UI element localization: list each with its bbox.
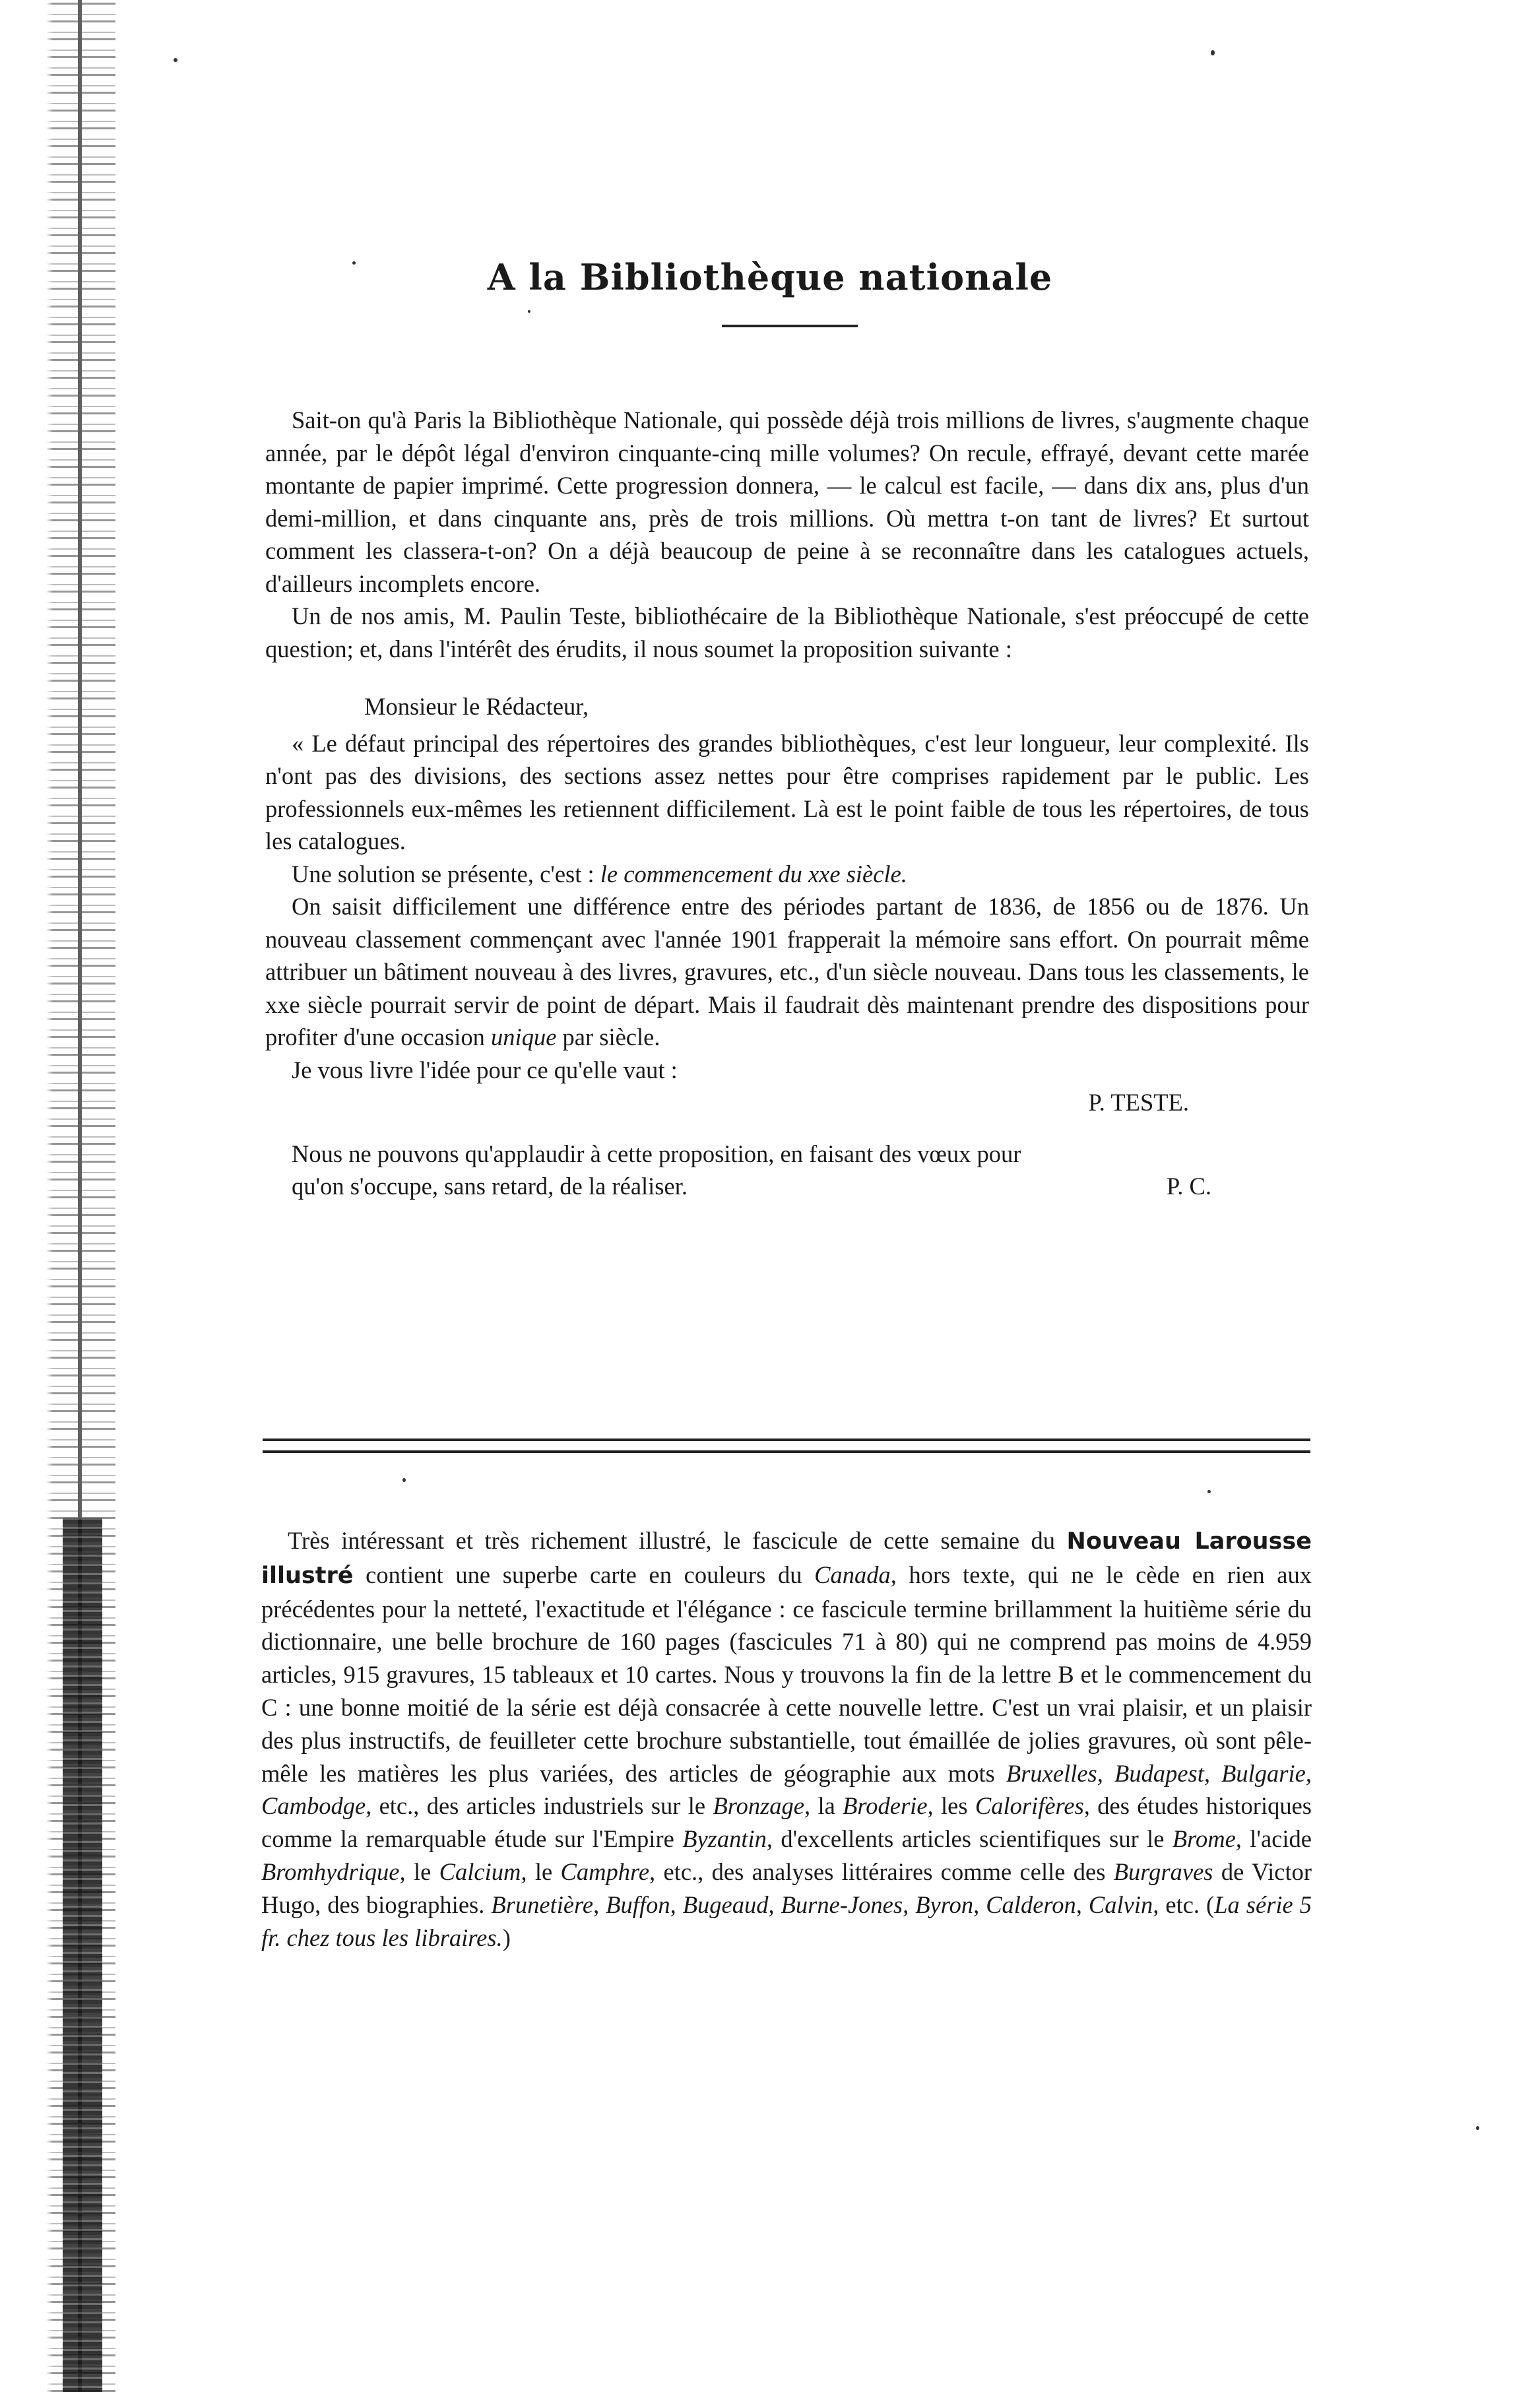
scan-speck xyxy=(1476,2126,1479,2130)
quote-paragraph xyxy=(265,890,1309,1054)
italic-run: unique xyxy=(491,1023,557,1051)
text-run: Une solution se présente, c'est : xyxy=(292,860,600,888)
italic-run: le commencement du xxe siècle. xyxy=(600,860,907,888)
title-rule xyxy=(722,325,858,327)
advertisement-block xyxy=(261,1524,1312,1954)
text-run: le xyxy=(405,1858,439,1885)
closing-signature: P. C. xyxy=(1167,1173,1211,1200)
scan-speck xyxy=(1211,50,1215,55)
italic-run: Bruxelles, Budapest, Bulgarie, Cambodge, xyxy=(261,1759,1312,1820)
italic-run: Bromhydrique, xyxy=(261,1858,406,1885)
italic-run: Byzantin, xyxy=(682,1825,773,1853)
text-run: qu'on s'occupe, sans retard, de la réaliser. xyxy=(292,1173,688,1200)
article-title: A la Bibliothèque nationale xyxy=(487,256,1053,299)
quote-paragraph: Je vous livre l'idée pour ce qu'elle vaut : xyxy=(292,1056,678,1083)
italic-run: Burgraves xyxy=(1113,1858,1213,1885)
paragraph: Un de nos amis, M. Paulin Teste, bibliothécaire de la Bibliothèque Nationale, s'est préoccupé de cette question; et, dans l'intérêt des érudits, il nous soumet la proposition suivante : xyxy=(265,602,1309,663)
section-divider xyxy=(263,1438,1310,1453)
italic-run: La série 5 fr. chez tous les libraires. xyxy=(261,1891,1312,1951)
text-run: etc. ( xyxy=(1159,1891,1215,1918)
text-run: On saisit difficilement une différence entre des périodes partant de 1836, de 1856 ou de 1876. Un nouveau classement commençant avec l'année 1901 frapperait la mémoire sans effort. On pourrait même attribuer un bâtiment nouveau à des livres, gravures, etc., d'un siècle nouveau. Dans tous les classements, le xxe siècle pourrait servir de point de départ. Mais il faudrait dès maintenant prendre des dispositions pour profiter d'une occasion xyxy=(265,893,1309,1051)
italic-run: Camphre, xyxy=(560,1858,656,1885)
italic-run: Calcium, xyxy=(439,1858,527,1885)
ad-paragraph xyxy=(261,1524,1312,1954)
text-run: contient une superbe carte en couleurs du xyxy=(353,1561,815,1588)
text-run: la xyxy=(810,1792,843,1820)
article-body xyxy=(265,404,1309,1203)
scan-speck xyxy=(1207,1490,1211,1493)
scan-speck xyxy=(402,1478,406,1482)
text-run: par siècle. xyxy=(556,1023,660,1051)
italic-run: Calorifères, xyxy=(975,1792,1090,1820)
quote-paragraph xyxy=(265,858,1309,891)
closing-paragraph xyxy=(265,1138,1309,1171)
brand-name: Nouveau Larousse illustré xyxy=(261,1528,1312,1589)
text-run: des études historiques comme la remarquable étude sur l'Empire xyxy=(261,1792,1312,1853)
text-run: le xyxy=(527,1858,561,1885)
text-run: ) xyxy=(502,1923,511,1951)
scan-speck xyxy=(174,58,177,62)
text-run: etc., des analyses littéraires comme celle des xyxy=(655,1858,1114,1885)
salutation: Monsieur le Rédacteur, xyxy=(364,693,589,720)
text-run: Très intéressant et très richement illustré, le fascicule de cette semaine du xyxy=(288,1527,1067,1554)
scan-speck xyxy=(528,310,530,313)
paragraph: Sait-on qu'à Paris la Bibliothèque Nationale, qui possède déjà trois millions de livres, s'augmente chaque année, par le dépôt légal d'environ cinquante-cinq mille volumes? On recule, effrayé, devant cette marée montante de papier imprimé. Cette progression donnera, — le calcul est facile, — dans dix ans, plus d'un demi-million, et dans cinquante ans, près de trois millions. Où mettra t-on tant de livres? Et surtout comment les classera-t-on? On a déjà beaucoup de peine à se reconnaître dans les catalogues actuels, d'ailleurs incomplets encore. xyxy=(265,406,1309,597)
text-run: de Victor Hugo, des biographies. xyxy=(261,1858,1312,1918)
signature: P. TESTE. xyxy=(1088,1089,1189,1116)
closing-line xyxy=(265,1170,1309,1203)
italic-run: Brome, xyxy=(1172,1825,1242,1853)
text-run: d'excellents articles scientifiques sur le xyxy=(773,1825,1172,1853)
text-run: Nous ne pouvons qu'applaudir à cette proposition, en faisant des vœux pour xyxy=(292,1140,1021,1167)
quote-paragraph: « Le défaut principal des répertoires des grandes bibliothèques, c'est leur longueur, leur complexité. Ils n'ont pas des divisions, des sections assez nettes pour être comprises rapidement par le public. Les professionnels eux-mêmes les retiennent difficilement. Là est le point faible de tous les répertoires, de tous les catalogues. xyxy=(265,729,1309,855)
text-run: l'acide xyxy=(1241,1825,1312,1853)
italic-run: Broderie, xyxy=(843,1792,934,1820)
text-run: hors texte, qui ne le cède en rien aux précédentes pour la netteté, l'exactitude et l'élégance : ce fascicule termine brillamment la huitième série du dictionnaire, une belle brochure de 160 pages (fascicules 71 à 80) qui ne comprend pas moins de 4.959 articles, 915 gravures, 15 tableaux et 10 cartes. Nous y trouvons la fin de la lettre B et le commencement du C : une bonne moitié de la série est déjà consacrée à cette nouvelle lettre. C'est un vrai plaisir, et un plaisir des plus instructifs, de feuilleter cette brochure substantielle, tout émaillée de jolies gravures, où sont pêle-mêle les matières les plus variées, des articles de géographie aux mots xyxy=(261,1561,1312,1787)
italic-run: Brunetière, Buffon, Bugeaud, Burne-Jones, Byron, Calderon, Calvin, xyxy=(491,1891,1159,1918)
text-run: etc., des articles industriels sur le xyxy=(371,1792,713,1820)
italic-run: Canada, xyxy=(814,1561,897,1588)
scan-binding-shadow xyxy=(63,1518,102,2392)
italic-run: Bronzage, xyxy=(713,1792,811,1820)
text-run: les xyxy=(933,1792,975,1820)
